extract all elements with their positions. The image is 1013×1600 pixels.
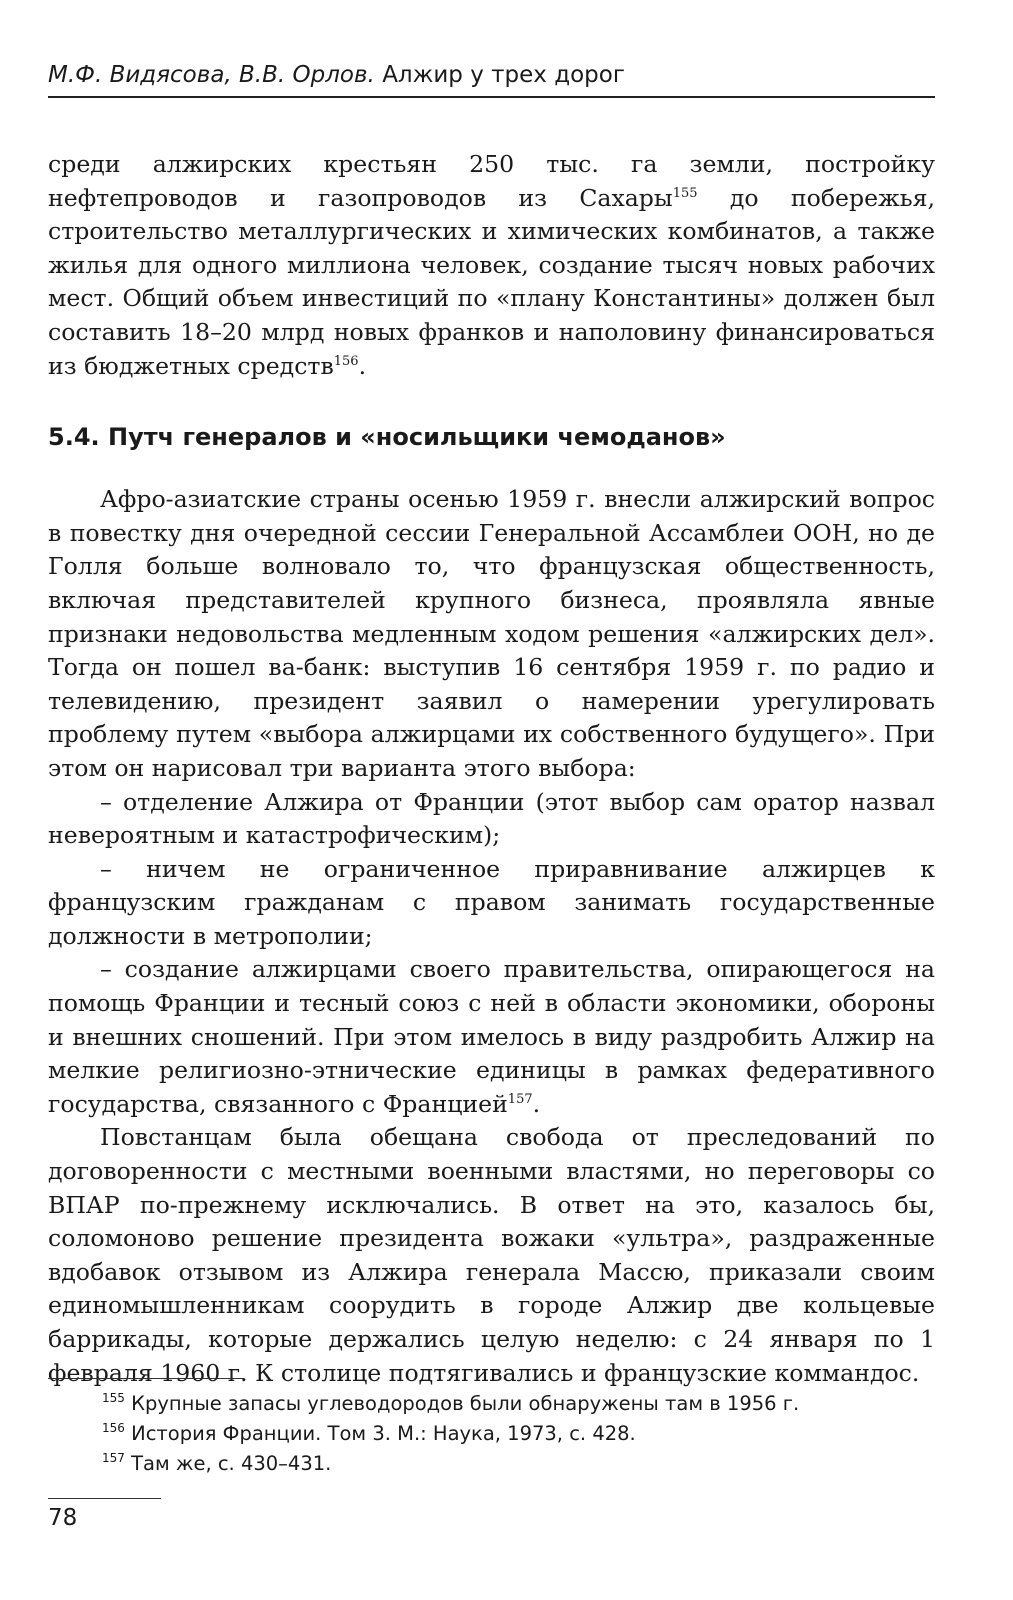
paragraph-text: . [532,1089,541,1118]
footnote-157 [102,1449,932,1479]
running-head-title: Алжир у трех дорог [382,62,625,88]
footnote-text: Крупные запасы углеводородов были обнаружены там в 1956 г. [124,1392,800,1415]
paragraph-continued [48,148,935,383]
footnote-divider [48,1378,244,1379]
list-item-option-3 [48,953,935,1121]
paragraph: Афро-азиатские страны осенью 1959 г. внесли алжирский вопрос в повестку дня очередной сессии Генеральной Ассамблеи ООН, но де Голля больше волновало то, что французская общественность, включая представителей крупного бизнеса, проявляла явные признаки недовольства медленным ходом решения «алжирских дел». Тогда он пошел ва-банк: выступив 16 сентября 1959 г. по радио и телевидению, президент заявил о намерении урегулировать проблему путем «выбора алжирцами их собственного будущего». При этом он нарисовал три варианта этого выбора: [48,485,935,782]
body-text [48,148,935,1390]
paragraph-text: . [358,351,367,380]
page-number: 78 [48,1505,78,1531]
paragraph-text: – создание алжирцами своего правительства, опирающегося на помощь Франции и тесный союз с ней в области экономики, обороны и внешних сношений. При этом имелось в виду раздробить Алжир на мелкие религиозно-этнические единицы в рамках федеративного государства, связанного с Францией [48,955,935,1118]
footnote-number: 155 [102,1391,125,1405]
section-heading: 5.4. Путч генералов и «носильщики чемоданов» [48,423,726,452]
footnote-text: Там же, с. 430–431. [124,1452,332,1475]
footnotes [102,1389,932,1479]
running-head [48,60,935,98]
list-item-option-1: – отделение Алжира от Франции (этот выбор сам оратор назвал невероятным и катастрофическим); [48,787,935,850]
footnote-text: История Франции. Том 3. М.: Наука, 1973, с. 428. [124,1422,636,1445]
page-number-divider [48,1498,161,1499]
paragraph-text: среди алжирских крестьян 250 тыс. га земли, постройку нефтепроводов и газопроводов из Сахары [48,150,935,212]
footnote-155 [102,1389,932,1419]
running-head-authors: М.Ф. Видясова, В.В. Орлов. [48,62,375,88]
footnote-ref-156[interactable]: 156 [333,353,359,369]
footnote-number: 157 [102,1451,125,1465]
footnote-ref-155[interactable]: 155 [672,185,698,201]
paragraph: Повстанцам была обещана свобода от преследований по договоренности с местными военными властями, но переговоры со ВПАР по-прежнему исключались. В ответ на это, казалось бы, соломоново решение президента вожаки «ультра», раздраженные вдобавок отзывом из Алжира генерала Массю, приказали своим единомышленникам соорудить в городе Алжир две кольцевые баррикады, которые держались целую неделю: с 24 января по 1 февраля 1960 г. К столице подтягивались и французские коммандос. [48,1123,935,1387]
footnote-ref-157[interactable]: 157 [507,1091,533,1107]
paragraph-text: до побережья, строительство металлургических и химических комбинатов, а также жилья для одного миллиона человек, создание тысяч новых рабочих мест. Общий объем инвестиций по «плану Константины» должен был составить 18–20 млрд новых франков и наполовину финансироваться из бюджетных средств [48,183,935,380]
book-page [48,0,935,1600]
footnote-number: 156 [102,1421,125,1435]
list-item-option-2: – ничем не ограниченное приравнивание алжирцев к французским гражданам с правом занимать государственные должности в метрополии; [48,854,935,950]
footnote-156 [102,1419,932,1449]
